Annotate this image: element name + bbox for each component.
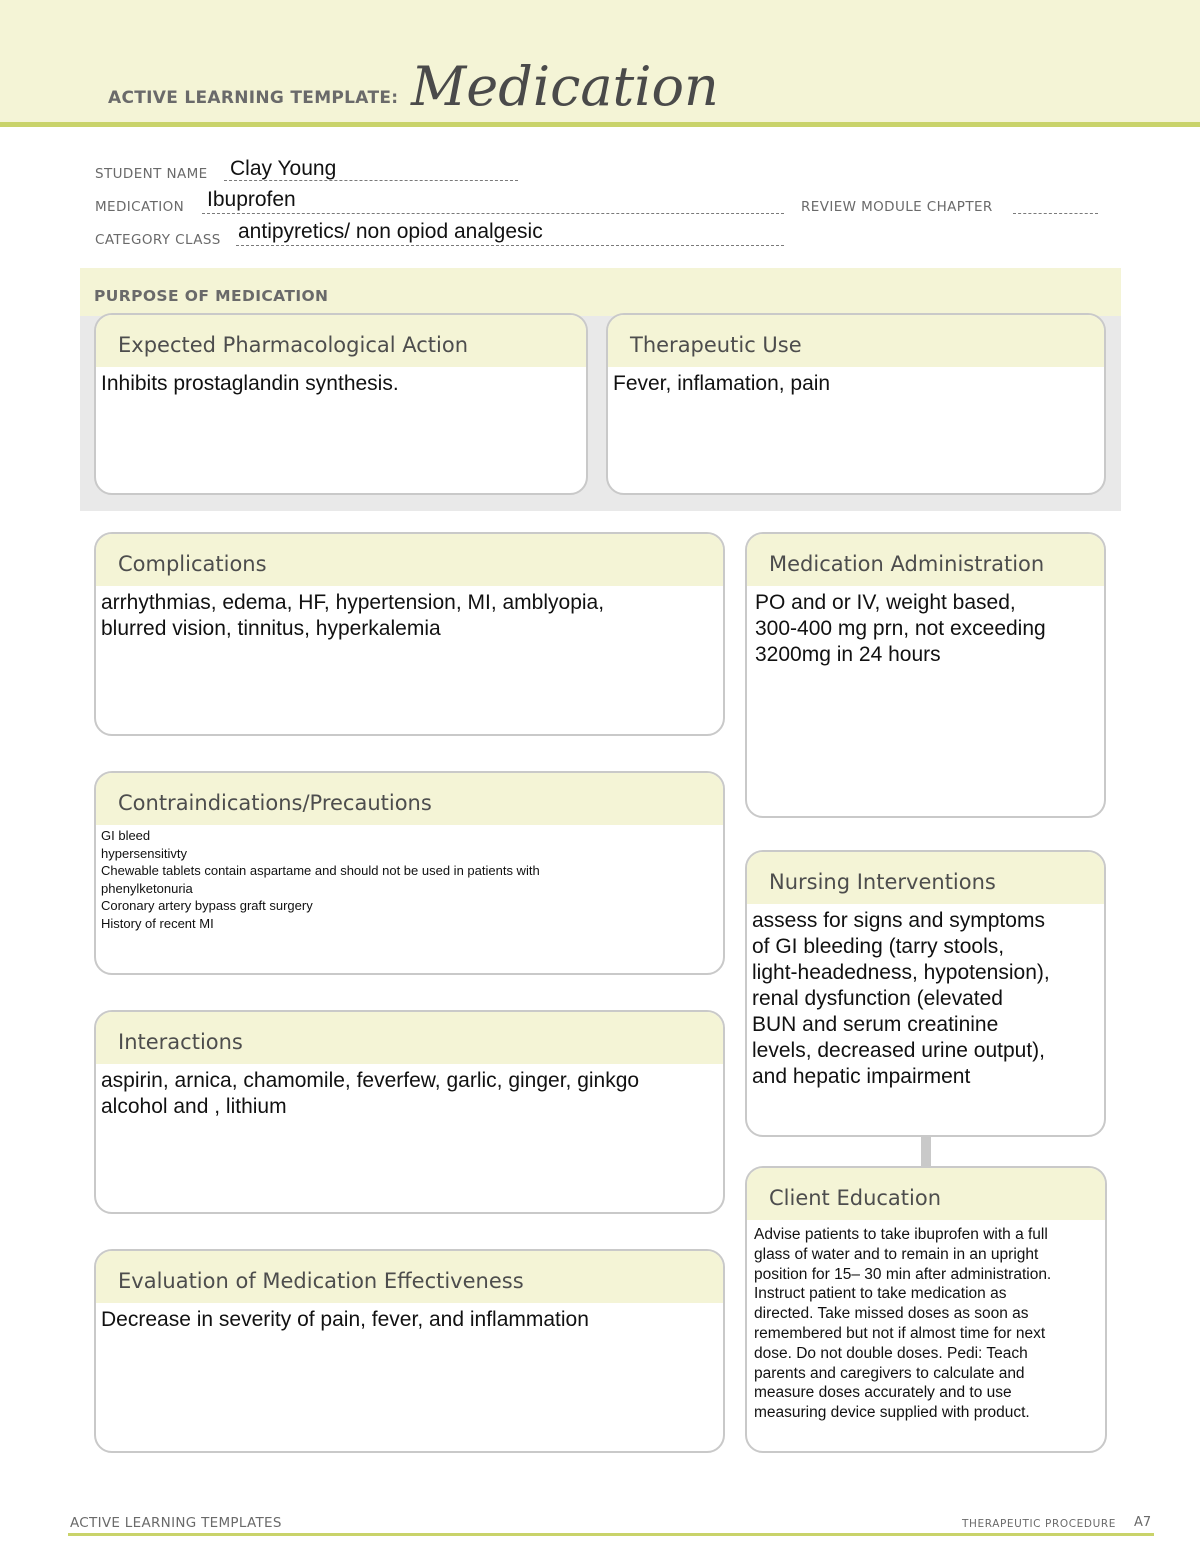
complications-heading: Complications [96,534,723,586]
category-class-underline [236,245,784,246]
therapeutic-use-heading: Therapeutic Use [608,315,1104,367]
medication-field[interactable]: Ibuprofen [207,188,296,211]
interactions-card [94,1010,725,1214]
medication-label: MEDICATION [95,199,185,215]
client-education-card [745,1166,1107,1453]
review-module-underline [1013,213,1098,214]
evaluation-heading: Evaluation of Medication Effectiveness [96,1251,723,1303]
purpose-title: PURPOSE OF MEDICATION [94,287,329,305]
medication-underline [202,213,784,214]
expected-action-heading: Expected Pharmacological Action [96,315,586,367]
footer-divider [68,1533,1154,1536]
footer-right: THERAPEUTIC PROCEDURE [962,1518,1116,1530]
student-name-label: STUDENT NAME [95,166,208,182]
evaluation-card [94,1249,725,1453]
contraindications-card [94,771,725,975]
complications-card [94,532,725,736]
expected-action-text[interactable]: Inhibits prostaglandin synthesis. [101,372,399,395]
complications-text[interactable]: arrhythmias, edema, HF, hypertension, MI, amblyopia, blurred vision, tinnitus, hyperkalemia [101,591,605,640]
client-education-text[interactable]: Advise patients to take ibuprofen with a full glass of water and to remain in an upright position for 15– 30 min after administration. Instruct patient to take medication as directed. Take missed doses as soon as remembered but not if almost time for next dose. Do not double doses. Pedi: Teach parents and caregivers to calculate and measure doses accurately and to use measuring device supplied with product. [754,1226,1052,1422]
contraindications-text[interactable]: GI bleed hypersensitivty Chewable tablets contain aspartame and should not be used in patients with phenylketonuria Coronary artery bypass graft surgery History of recent MI [101,828,540,931]
client-education-heading: Client Education [747,1168,1105,1220]
header-divider [0,122,1200,127]
page-title: Medication [411,55,719,118]
category-class-label: CATEGORY CLASS [95,232,221,248]
nursing-text[interactable]: assess for signs and symptoms of GI bleeding (tarry stools, light-headedness, hypotension), renal dysfunction (elevated BUN and serum creatinine levels, decreased urine output), and hepatic impairment [752,909,1050,1088]
interactions-text[interactable]: aspirin, arnica, chamomile, feverfew, garlic, ginger, ginkgo alcohol and , lithium [101,1069,640,1118]
review-module-label: REVIEW MODULE CHAPTER [801,199,993,215]
student-name-field[interactable]: Clay Young [230,157,337,180]
template-label: ACTIVE LEARNING TEMPLATE: [108,88,399,108]
nursing-card [745,850,1106,1137]
administration-text[interactable]: PO and or IV, weight based, 300-400 mg prn, not exceeding 3200mg in 24 hours [755,591,1046,666]
connector-bar [921,1136,931,1166]
therapeutic-use-card [606,313,1106,495]
expected-action-card [94,313,588,495]
therapeutic-use-text[interactable]: Fever, inflamation, pain [613,372,831,395]
footer-page-number: A7 [1134,1515,1152,1530]
category-class-field[interactable]: antipyretics/ non opiod analgesic [238,220,543,243]
contraindications-heading: Contraindications/Precautions [96,773,723,825]
footer-left: ACTIVE LEARNING TEMPLATES [70,1515,282,1531]
evaluation-text[interactable]: Decrease in severity of pain, fever, and inflammation [101,1308,589,1331]
administration-heading: Medication Administration [747,534,1104,586]
administration-card [745,532,1106,818]
nursing-heading: Nursing Interventions [747,852,1104,904]
interactions-heading: Interactions [96,1012,723,1064]
